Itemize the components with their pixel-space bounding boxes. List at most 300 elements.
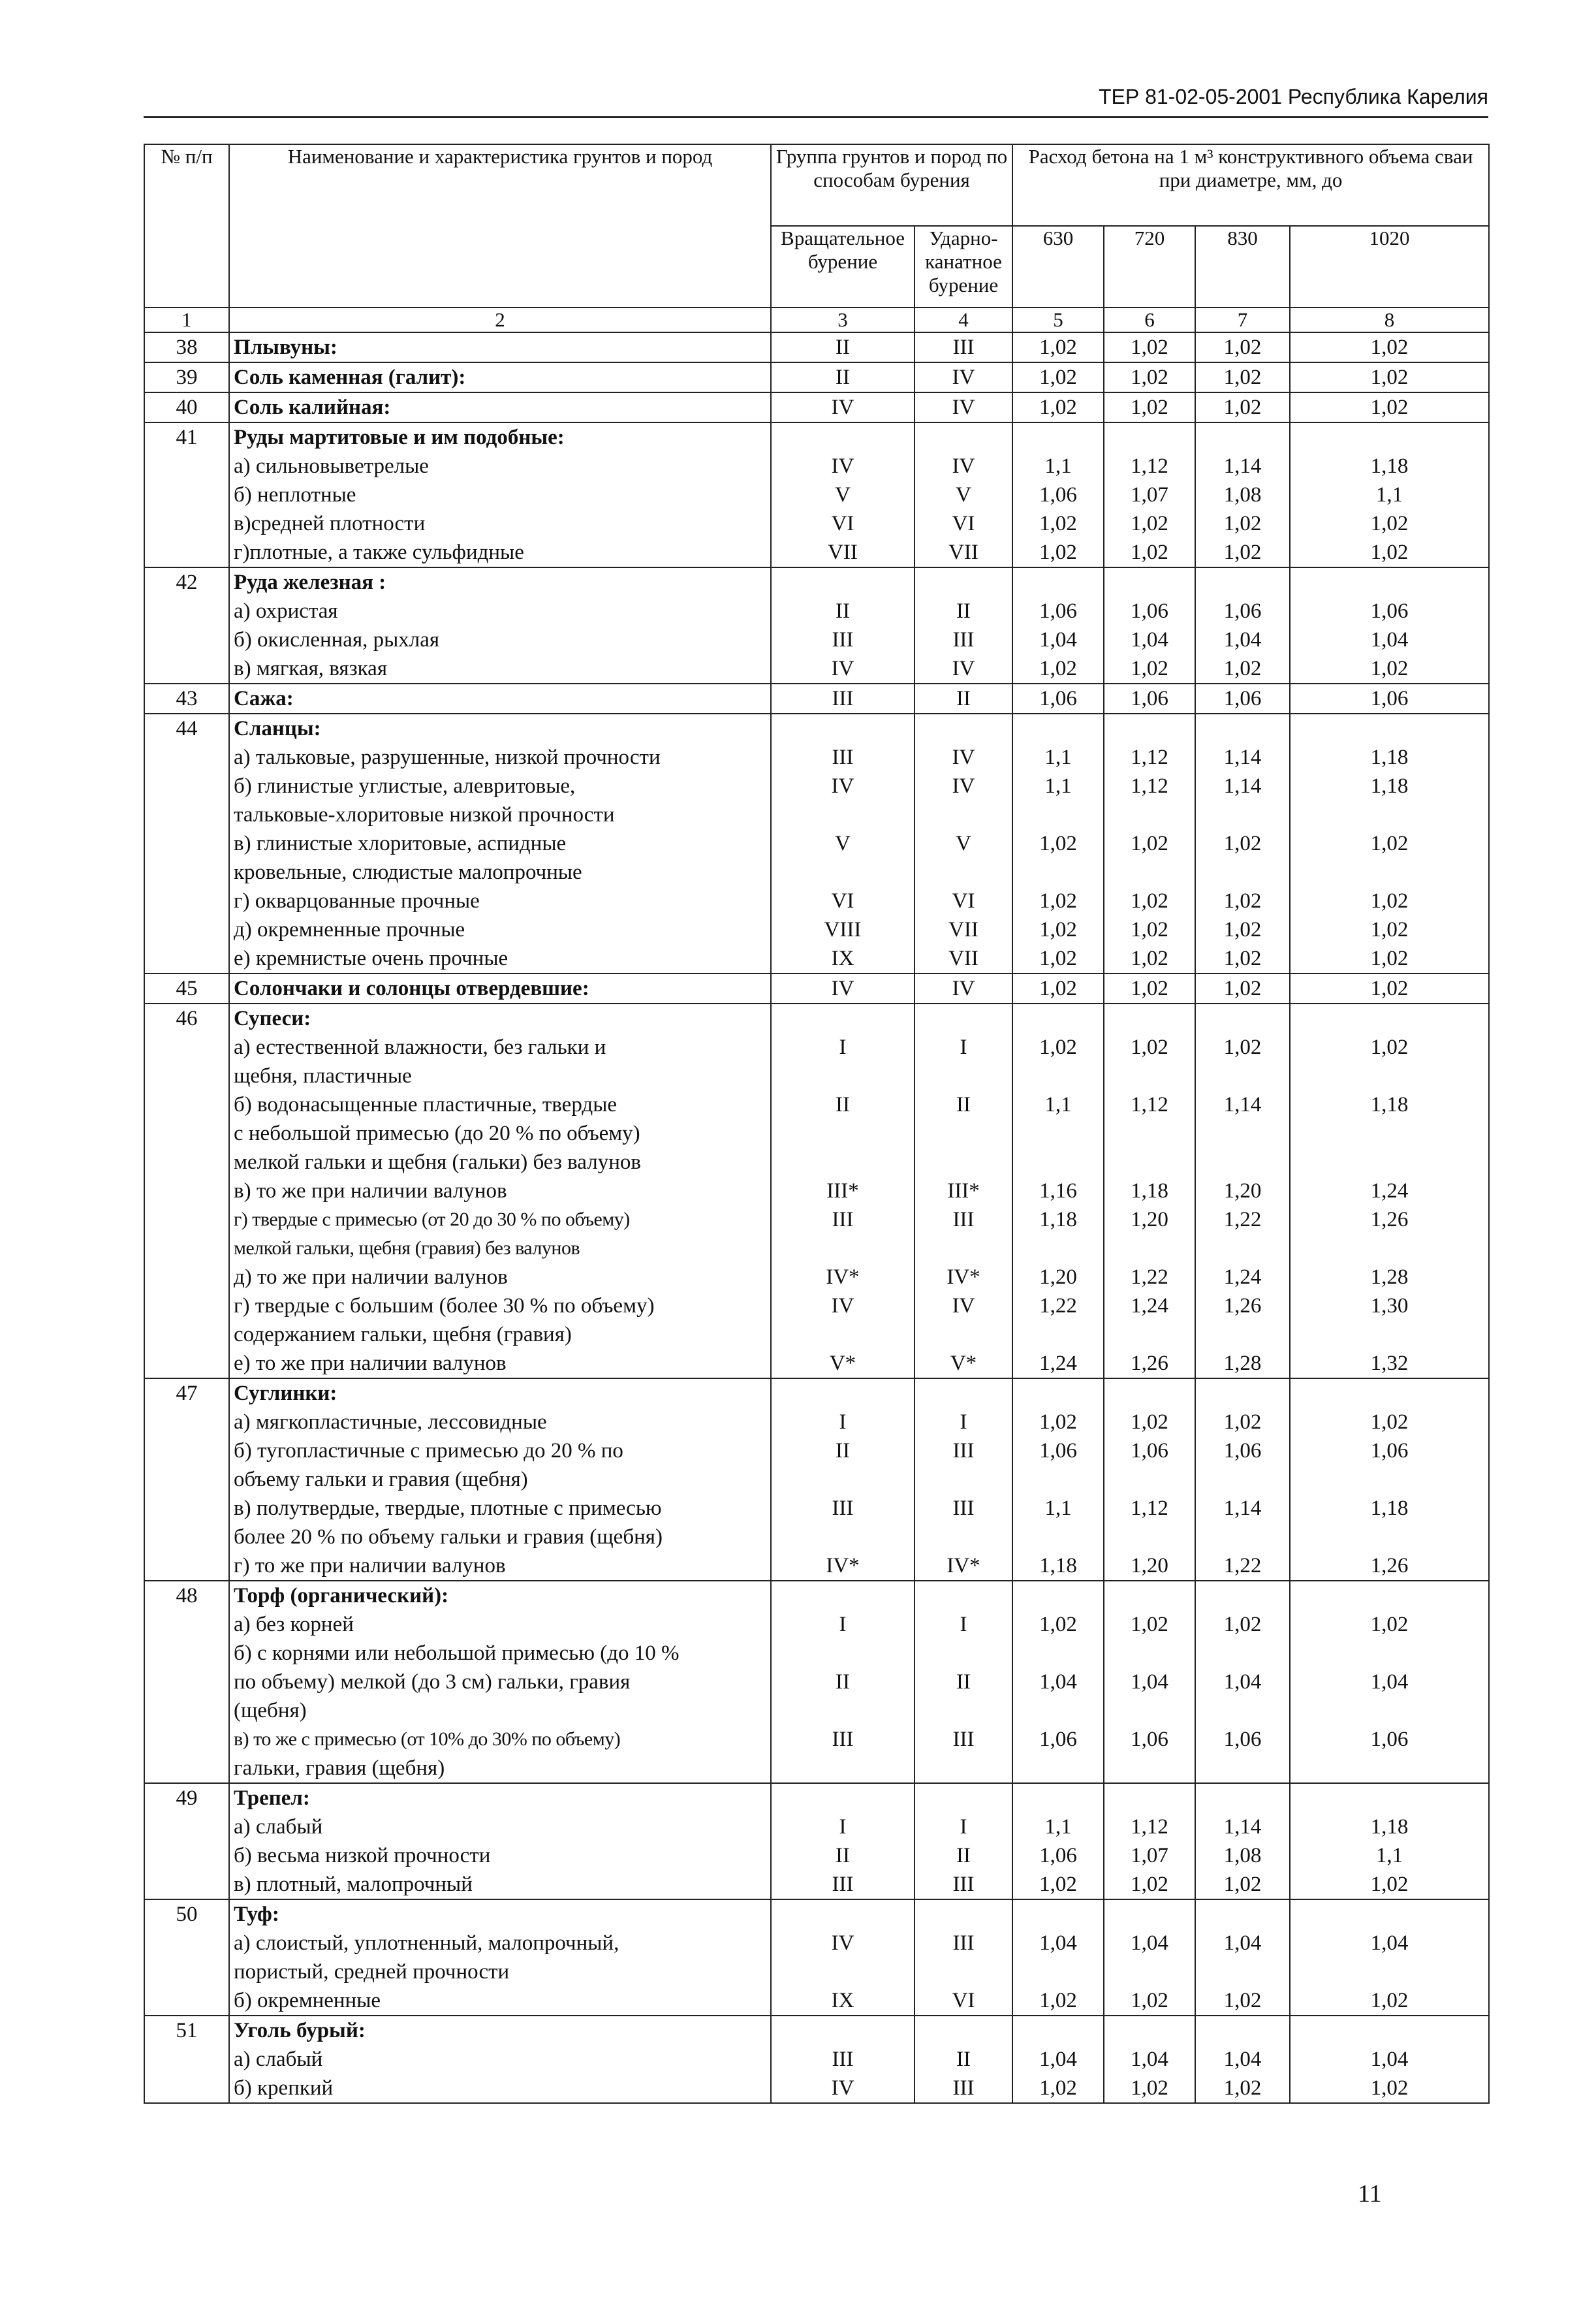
value-630: 1,02 <box>1039 366 1077 389</box>
group-rotary: IV <box>831 454 854 478</box>
group-percussion-cell <box>915 362 1012 392</box>
value-720-cell <box>1104 1004 1195 1378</box>
group-rotary-cell <box>771 1899 915 2016</box>
empty-line <box>1291 1639 1488 1668</box>
row-number <box>144 392 229 422</box>
value-1020: 1,06 <box>1370 599 1409 623</box>
value-630: 1,02 <box>1039 1989 1077 2012</box>
subcategory-text: б) с корнями или небольшой примесью (до 10 % <box>234 1641 680 1665</box>
row-description <box>229 362 771 392</box>
group-percussion: III <box>952 1439 975 1463</box>
value-1020: 1,02 <box>1370 832 1409 855</box>
empty-line <box>915 1148 1012 1177</box>
value-1020: 1,02 <box>1370 947 1409 970</box>
group-rotary: V* <box>829 1352 856 1375</box>
row-number <box>144 332 229 362</box>
value-630: 1,02 <box>1039 541 1077 564</box>
group-rotary: IX <box>831 1989 854 2012</box>
value-1020: 1,02 <box>1370 366 1409 389</box>
group-percussion: III* <box>947 1179 980 1203</box>
empty-line <box>1196 1754 1289 1782</box>
empty-line <box>1291 1320 1488 1349</box>
value-630: 1,06 <box>1039 599 1077 623</box>
group-percussion: IV <box>952 977 975 1000</box>
col-header-name: Наименование и характеристика грунтов и пород <box>229 144 771 308</box>
value-720: 1,12 <box>1131 1497 1168 1520</box>
value-830-cell <box>1195 392 1290 422</box>
subcategory-text: а) слабый <box>234 1815 323 1839</box>
value-830-cell <box>1195 422 1290 567</box>
empty-line <box>1291 1754 1488 1782</box>
category-name: Трепел: <box>234 1786 310 1810</box>
empty-line <box>1196 1639 1289 1668</box>
group-percussion: II <box>956 687 971 710</box>
value-830: 1,06 <box>1223 1439 1262 1463</box>
value-720: 1,02 <box>1131 396 1168 419</box>
subcategory-text: а) тальковые, разрушенные, низкой прочности <box>234 746 661 769</box>
subcategory-text: в) мягкая, вязкая <box>234 657 387 680</box>
value-830: 1,02 <box>1223 918 1262 942</box>
value-830: 1,04 <box>1223 628 1262 652</box>
value-630: 1,02 <box>1039 832 1077 855</box>
value-630: 1,06 <box>1039 1844 1077 1867</box>
page-number: 11 <box>1358 2180 1382 2208</box>
value-1020-cell <box>1290 1378 1489 1581</box>
value-830-cell <box>1195 1581 1290 1783</box>
empty-line <box>1291 1784 1488 1813</box>
empty-line <box>1196 1465 1289 1494</box>
col-header-consumption: Расход бетона на 1 м³ конструктивного объема сваи при диаметре, мм, до <box>1012 144 1489 226</box>
group-percussion: III <box>952 1728 975 1751</box>
value-1020: 1,02 <box>1370 1989 1409 2012</box>
value-720: 1,02 <box>1131 918 1168 942</box>
value-630-cell <box>1012 1004 1104 1378</box>
group-percussion: V* <box>950 1352 977 1375</box>
empty-line <box>772 1581 914 1610</box>
subcategory-text: гальки, гравия (щебня) <box>234 1756 445 1780</box>
value-1020-cell <box>1290 714 1489 974</box>
empty-line <box>1196 423 1289 452</box>
empty-line <box>1291 1119 1488 1148</box>
value-830-cell <box>1195 362 1290 392</box>
table-row <box>144 1378 1489 1581</box>
group-percussion: I <box>960 1036 967 1059</box>
empty-line <box>915 800 1012 829</box>
group-percussion: III <box>952 628 975 652</box>
empty-line <box>1104 714 1195 743</box>
row-number <box>144 1783 229 1899</box>
group-rotary: III <box>832 1728 854 1751</box>
group-percussion: II <box>956 1093 971 1117</box>
value-720-cell <box>1104 1783 1195 1899</box>
value-1020: 1,06 <box>1370 1439 1409 1463</box>
value-720: 1,12 <box>1131 774 1168 798</box>
row-number <box>144 1378 229 1581</box>
group-percussion: IV* <box>947 1554 980 1577</box>
subcategory-text: б) весьма низкой прочности <box>234 1844 491 1867</box>
row-description <box>229 1899 771 2016</box>
group-rotary: IV <box>831 977 854 1000</box>
value-720-cell <box>1104 567 1195 684</box>
group-percussion-cell <box>915 332 1012 362</box>
value-830: 1,02 <box>1223 512 1262 535</box>
empty-line <box>772 1148 914 1177</box>
group-percussion: IV* <box>947 1265 980 1289</box>
empty-line <box>1104 1784 1195 1813</box>
row-number-text: 45 <box>176 977 198 1000</box>
group-rotary: II <box>836 366 850 389</box>
value-1020: 1,02 <box>1370 541 1409 564</box>
value-1020-cell <box>1290 1899 1489 2016</box>
value-830-cell <box>1195 1783 1290 1899</box>
group-rotary: III <box>832 746 854 769</box>
subcategory-text: е) то же при наличии валунов <box>234 1352 507 1375</box>
value-720: 1,06 <box>1131 687 1168 710</box>
value-830: 1,02 <box>1223 1873 1262 1896</box>
value-830: 1,14 <box>1223 1093 1262 1117</box>
empty-line <box>1013 1900 1103 1929</box>
value-1020: 1,18 <box>1370 774 1409 798</box>
group-rotary: IV <box>831 1294 854 1318</box>
row-description <box>229 714 771 974</box>
value-1020: 1,18 <box>1370 1815 1409 1839</box>
value-630-cell <box>1012 362 1104 392</box>
value-720: 1,02 <box>1131 832 1168 855</box>
value-1020-cell <box>1290 684 1489 714</box>
group-rotary: III <box>832 1497 854 1520</box>
group-rotary: II <box>836 1670 850 1694</box>
empty-line <box>772 1119 914 1148</box>
subcategory-text: г) то же при наличии валунов <box>234 1554 506 1577</box>
value-830: 1,02 <box>1223 947 1262 970</box>
group-rotary: III <box>832 2048 854 2071</box>
value-830: 1,02 <box>1223 1613 1262 1636</box>
group-percussion: VII <box>948 918 978 942</box>
empty-line <box>1196 1148 1289 1177</box>
col-header-d720: 720 <box>1104 226 1195 308</box>
row-number-text: 48 <box>176 1584 198 1608</box>
subcategory-text: а) мягкопластичные, лессовидные <box>234 1410 547 1434</box>
value-630: 1,02 <box>1039 1036 1077 1059</box>
subcategory-text: а) сильновыветрелые <box>234 454 429 478</box>
group-percussion-cell <box>915 714 1012 974</box>
empty-line <box>1291 858 1488 887</box>
row-number <box>144 714 229 974</box>
value-630: 1,16 <box>1039 1179 1077 1203</box>
empty-line <box>772 2016 914 2045</box>
group-rotary: I <box>839 1410 847 1434</box>
empty-line <box>915 1639 1012 1668</box>
value-630: 1,04 <box>1039 628 1077 652</box>
empty-line <box>1013 1957 1103 1986</box>
empty-line <box>1104 1148 1195 1177</box>
empty-line <box>915 1320 1012 1349</box>
empty-line <box>1013 1754 1103 1782</box>
subcategory-text: а) без корней <box>234 1613 354 1636</box>
value-830-cell <box>1195 1899 1290 2016</box>
value-1020-cell <box>1290 2016 1489 2103</box>
subcategory-text: б) крепкий <box>234 2076 334 2100</box>
group-rotary: IV <box>831 2076 854 2100</box>
empty-line <box>1291 568 1488 597</box>
value-830: 1,02 <box>1223 1410 1262 1434</box>
group-percussion: V <box>956 483 971 507</box>
category-name: Солончаки и солонцы отвердевшие: <box>234 977 589 1000</box>
soil-concrete-table <box>144 144 1490 2104</box>
value-630: 1,22 <box>1039 1294 1077 1318</box>
group-percussion: VI <box>952 1989 975 2012</box>
empty-line <box>1013 1581 1103 1610</box>
value-630: 1,02 <box>1039 657 1077 680</box>
group-percussion: II <box>956 1844 971 1867</box>
empty-line <box>1196 1379 1289 1408</box>
group-rotary-cell <box>771 1378 915 1581</box>
value-830: 1,02 <box>1223 889 1262 913</box>
group-rotary: IV* <box>826 1265 860 1289</box>
group-percussion: VII <box>948 947 978 970</box>
value-830: 1,02 <box>1223 366 1262 389</box>
subcategory-text: г) твердые с примесью (от 20 до 30 % по объему) <box>234 1209 630 1230</box>
value-630: 1,02 <box>1039 512 1077 535</box>
empty-line <box>772 568 914 597</box>
group-percussion: IV <box>952 1294 975 1318</box>
value-1020: 1,06 <box>1370 687 1409 710</box>
value-1020: 1,1 <box>1375 1844 1403 1867</box>
row-description <box>229 2016 771 2103</box>
value-830: 1,04 <box>1223 2048 1262 2071</box>
empty-line <box>915 1465 1012 1494</box>
value-630: 1,04 <box>1039 2048 1077 2071</box>
empty-line <box>915 1234 1012 1263</box>
value-1020: 1,02 <box>1370 1410 1409 1434</box>
empty-line <box>915 423 1012 452</box>
subcategory-text: а) естественной влажности, без гальки и <box>234 1036 606 1059</box>
category-name: Сланцы: <box>234 717 321 740</box>
empty-line <box>915 1379 1012 1408</box>
value-830: 1,02 <box>1223 2076 1262 2100</box>
group-rotary: I <box>839 1613 847 1636</box>
value-830-cell <box>1195 567 1290 684</box>
value-1020-cell <box>1290 392 1489 422</box>
value-830: 1,22 <box>1223 1554 1262 1577</box>
table-row <box>144 332 1489 362</box>
empty-line <box>1291 1148 1488 1177</box>
value-630-cell <box>1012 714 1104 974</box>
value-830: 1,02 <box>1223 832 1262 855</box>
value-830: 1,22 <box>1223 1208 1262 1231</box>
subcategory-text: содержанием гальки, щебня (гравия) <box>234 1323 572 1346</box>
group-rotary-cell <box>771 1581 915 1783</box>
empty-line <box>1104 1119 1195 1148</box>
table-body <box>144 332 1489 2103</box>
value-830: 1,02 <box>1223 1036 1262 1059</box>
empty-line <box>1013 1234 1103 1263</box>
value-1020: 1,06 <box>1370 1728 1409 1751</box>
empty-line <box>1104 568 1195 597</box>
table-row <box>144 684 1489 714</box>
value-720-cell <box>1104 714 1195 974</box>
value-630-cell <box>1012 567 1104 684</box>
empty-line <box>1196 858 1289 887</box>
subcategory-text: д) то же при наличии валунов <box>234 1265 508 1289</box>
empty-line <box>915 1062 1012 1090</box>
value-1020: 1,26 <box>1370 1208 1409 1231</box>
group-percussion-cell <box>915 1378 1012 1581</box>
column-number: 1 <box>144 308 229 332</box>
subcategory-text: г) окварцованные прочные <box>234 889 480 913</box>
group-percussion: I <box>960 1815 967 1839</box>
value-830: 1,06 <box>1223 599 1262 623</box>
value-1020: 1,04 <box>1370 2048 1409 2071</box>
group-percussion: VI <box>952 889 975 913</box>
category-name: Уголь бурый: <box>234 2019 366 2042</box>
row-number <box>144 2016 229 2103</box>
table-row <box>144 1783 1489 1899</box>
empty-line <box>1196 1957 1289 1986</box>
empty-line <box>1291 1465 1488 1494</box>
empty-line <box>1013 423 1103 452</box>
row-description <box>229 974 771 1004</box>
empty-line <box>1196 1581 1289 1610</box>
subcategory-text: д) окремненные прочные <box>234 918 465 942</box>
group-rotary-cell <box>771 2016 915 2103</box>
empty-line <box>1013 800 1103 829</box>
empty-line <box>915 1900 1012 1929</box>
value-1020: 1,28 <box>1370 1265 1409 1289</box>
value-1020-cell <box>1290 362 1489 392</box>
value-720-cell <box>1104 392 1195 422</box>
empty-line <box>772 1784 914 1813</box>
row-description <box>229 332 771 362</box>
value-720: 1,02 <box>1131 2076 1168 2100</box>
value-1020: 1,26 <box>1370 1554 1409 1577</box>
value-630-cell <box>1012 684 1104 714</box>
value-630: 1,1 <box>1044 774 1072 798</box>
group-rotary: IV <box>831 774 854 798</box>
empty-line <box>772 1465 914 1494</box>
row-number <box>144 1899 229 2016</box>
table-row <box>144 2016 1489 2103</box>
category-name: Торф (органический): <box>234 1584 449 1608</box>
value-830: 1,26 <box>1223 1294 1262 1318</box>
value-720-cell <box>1104 422 1195 567</box>
group-rotary-cell <box>771 567 915 684</box>
row-number <box>144 684 229 714</box>
value-830: 1,24 <box>1223 1265 1262 1289</box>
value-1020: 1,18 <box>1370 1093 1409 1117</box>
empty-line <box>1104 800 1195 829</box>
group-rotary: VI <box>831 889 854 913</box>
empty-line <box>1013 858 1103 887</box>
value-630: 1,02 <box>1039 889 1077 913</box>
empty-line <box>1013 1379 1103 1408</box>
column-number: 6 <box>1104 308 1195 332</box>
subcategory-text: е) кремнистые очень прочные <box>234 947 509 970</box>
empty-line <box>1291 714 1488 743</box>
empty-line <box>1013 714 1103 743</box>
row-number <box>144 974 229 1004</box>
value-830: 1,06 <box>1223 687 1262 710</box>
row-number-text: 40 <box>176 396 198 419</box>
empty-line <box>1104 1004 1195 1033</box>
empty-line <box>772 858 914 887</box>
group-percussion: III <box>952 1497 975 1520</box>
empty-line <box>1013 1004 1103 1033</box>
value-720: 1,12 <box>1131 1815 1168 1839</box>
empty-line <box>1291 800 1488 829</box>
value-1020: 1,1 <box>1375 483 1403 507</box>
col-header-d630: 630 <box>1012 226 1104 308</box>
empty-line <box>1196 714 1289 743</box>
empty-line <box>1104 2016 1195 2045</box>
table-row <box>144 1899 1489 2016</box>
group-percussion: III <box>952 2076 975 2100</box>
value-630: 1,02 <box>1039 1613 1077 1636</box>
value-1020: 1,04 <box>1370 628 1409 652</box>
value-630: 1,06 <box>1039 1439 1077 1463</box>
value-720: 1,02 <box>1131 336 1168 359</box>
subcategory-text: в) глинистые хлоритовые, аспидные <box>234 832 567 855</box>
row-number-text: 49 <box>176 1786 198 1810</box>
empty-line <box>1196 1523 1289 1551</box>
group-percussion: IV <box>952 657 975 680</box>
value-630: 1,02 <box>1039 336 1077 359</box>
value-1020: 1,02 <box>1370 336 1409 359</box>
group-rotary: III <box>832 628 854 652</box>
column-number: 4 <box>915 308 1012 332</box>
table-row <box>144 1004 1489 1378</box>
table-row <box>144 422 1489 567</box>
value-720: 1,02 <box>1131 889 1168 913</box>
group-rotary: III* <box>826 1179 859 1203</box>
value-630: 1,24 <box>1039 1352 1077 1375</box>
value-630: 1,06 <box>1039 687 1077 710</box>
subcategory-text: б) глинистые углистые, алевритовые, <box>234 774 576 798</box>
group-percussion: IV <box>952 396 975 419</box>
group-rotary-cell <box>771 422 915 567</box>
value-720: 1,02 <box>1131 1410 1168 1434</box>
category-name: Соль калийная: <box>234 396 391 419</box>
empty-line <box>915 1523 1012 1551</box>
row-number <box>144 422 229 567</box>
value-830-cell <box>1195 1004 1290 1378</box>
empty-line <box>772 1062 914 1090</box>
empty-line <box>915 1696 1012 1725</box>
value-1020-cell <box>1290 332 1489 362</box>
group-rotary: IV* <box>826 1554 860 1577</box>
subcategory-text: в) то же с примесью (от 10% до 30% по объему) <box>234 1728 621 1750</box>
row-number-text: 42 <box>176 571 198 594</box>
row-number-text: 38 <box>176 336 198 359</box>
empty-line <box>1196 1696 1289 1725</box>
value-830: 1,02 <box>1223 657 1262 680</box>
group-percussion-cell <box>915 2016 1012 2103</box>
empty-line <box>1291 1379 1488 1408</box>
empty-line <box>1196 800 1289 829</box>
subcategory-text: в) полутвердые, твердые, плотные с примесью <box>234 1497 662 1520</box>
value-1020: 1,32 <box>1370 1352 1409 1375</box>
category-name: Соль каменная (галит): <box>234 366 466 389</box>
group-rotary-cell <box>771 714 915 974</box>
empty-line <box>915 1004 1012 1033</box>
value-630: 1,04 <box>1039 1670 1077 1694</box>
empty-line <box>1291 423 1488 452</box>
value-630-cell <box>1012 1378 1104 1581</box>
group-rotary: V <box>835 483 851 507</box>
empty-line <box>772 1004 914 1033</box>
value-630: 1,1 <box>1044 1093 1072 1117</box>
row-description <box>229 1581 771 1783</box>
